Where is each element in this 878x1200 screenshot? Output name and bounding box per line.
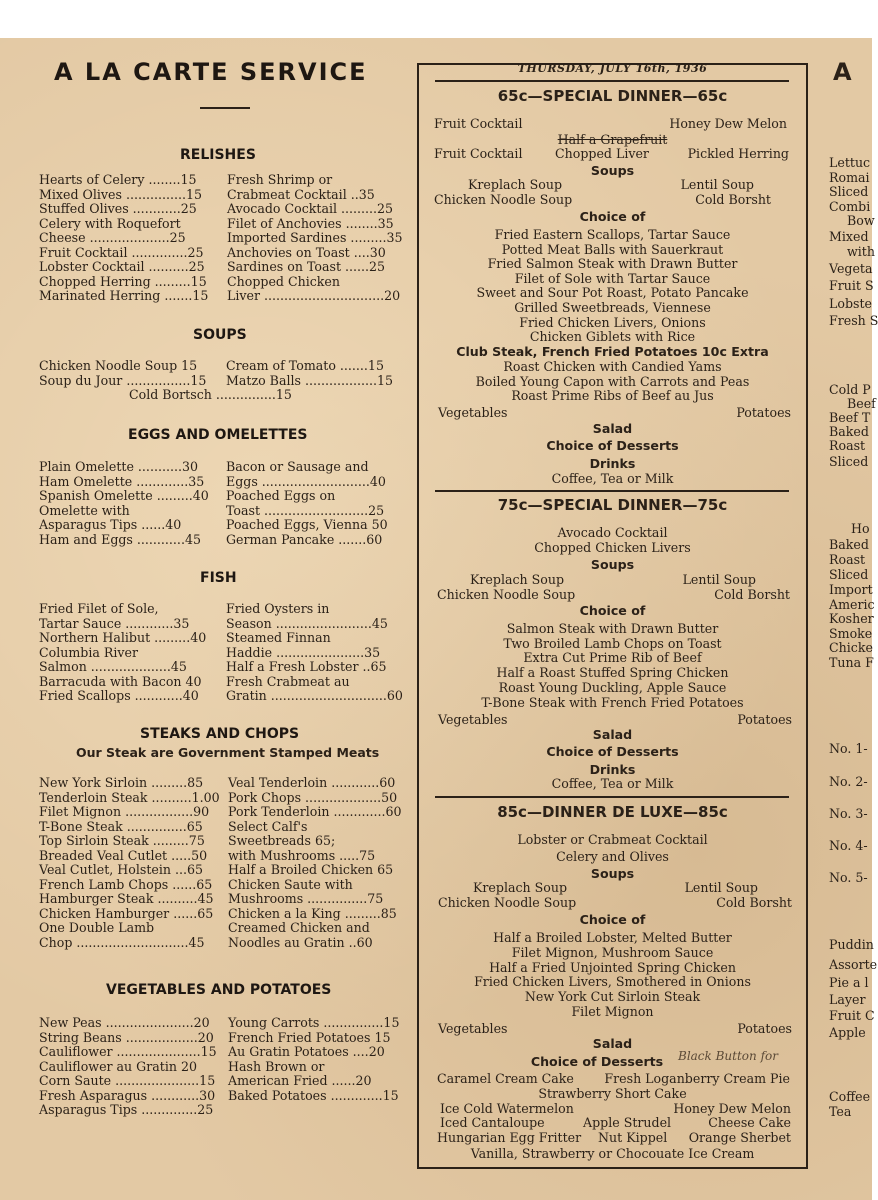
menu-item: American Fried ......20 — [228, 1073, 372, 1088]
right-fragment: Coffee — [829, 1089, 871, 1104]
entree-item: Extra Cut Prime Rib of Beef — [523, 650, 702, 666]
menu-item: Potatoes — [737, 712, 792, 727]
section-heading-soups: SOUPS — [193, 327, 247, 343]
salad-label: Salad — [592, 1036, 633, 1051]
menu-item: Sardines on Toast ......25 — [227, 259, 386, 274]
drinks-label: Drinks — [589, 456, 636, 471]
menu-item: Eggs ...........................40 — [226, 473, 386, 489]
menu-item: Salmon ....................45 — [39, 659, 187, 674]
menu-item: Select Calf's — [228, 818, 308, 834]
right-fragment: Vegeta — [829, 261, 873, 276]
right-fragment: Import — [829, 582, 873, 597]
menu-item: Chicken Hamburger ......65 — [39, 905, 214, 921]
entree-item: Two Broiled Lamb Chops on Toast — [503, 635, 722, 651]
right-fragment: Layer — [829, 992, 866, 1007]
right-fragment: Roast — [829, 438, 866, 453]
menu-item: Cream of Tomato .......15 — [226, 358, 384, 373]
menu-item: Poached Eggs on — [226, 488, 336, 503]
menu-item: Celery and Olives — [556, 849, 669, 864]
menu-item: Chicken Noodle Soup — [437, 587, 576, 602]
entree-item: Fried Salmon Steak with Drawn Butter — [487, 256, 738, 272]
menu-item: Lentil Soup — [684, 880, 758, 895]
menu-item: Half a Broiled Chicken 65 — [228, 862, 394, 877]
menu-item: Fruit Cocktail — [434, 146, 523, 161]
choice-label: Choice of — [579, 912, 646, 927]
menu-item: Avocado Cocktail .........25 — [227, 201, 394, 216]
section-heading-vegetables: VEGETABLES AND POTATOES — [106, 982, 332, 998]
menu-item: Filet of Anchovies ........35 — [227, 215, 394, 231]
entree-item: Filet of Sole with Tartar Sauce — [514, 270, 711, 286]
menu-item: Fresh Asparagus ............30 — [39, 1087, 216, 1103]
menu-item: German Pancake .......60 — [226, 531, 383, 547]
right-fragment: No. 4- — [829, 838, 868, 853]
coffee-item: Coffee, Tea or Milk — [551, 776, 674, 791]
menu-item: Matzo Balls ..................15 — [226, 372, 394, 388]
menu-item: Chopped Chicken Livers — [534, 540, 691, 555]
entree-item: Filet Mignon — [571, 1004, 654, 1019]
menu-item: Cheese ....................25 — [39, 230, 186, 245]
menu-item: Chicken Noodle Soup — [438, 895, 577, 910]
menu-item: Tenderloin Steak ..........1.00 — [39, 789, 220, 805]
entree-item: Fried Eastern Scallops, Tartar Sauce — [494, 227, 731, 242]
menu-item: Hamburger Steak ..........45 — [39, 891, 214, 906]
menu-item: Kreplach Soup — [473, 880, 568, 895]
menu-item: Kreplach Soup — [468, 177, 563, 192]
right-fragment: Combi — [829, 199, 871, 214]
menu-item: Top Sirloin Steak .........75 — [39, 833, 205, 848]
menu-item: Kreplach Soup — [470, 572, 565, 587]
right-fragment: Lobste — [829, 296, 872, 311]
menu-item: Fresh Shrimp or — [227, 172, 333, 187]
right-fragment: Sliced — [829, 567, 869, 582]
entree-item: Grilled Sweetbreads, Viennese — [514, 300, 711, 315]
menu-item: Cauliflower au Gratin 20 — [39, 1058, 197, 1074]
section-rule — [435, 796, 789, 798]
menu-item: Fruit Cocktail — [434, 116, 523, 131]
right-fragment: Ho — [851, 521, 870, 536]
section-rule — [435, 490, 789, 492]
menu-item: Cold Borsht — [714, 587, 790, 602]
menu-item: Potatoes — [736, 405, 791, 420]
menu-item: Lentil Soup — [680, 177, 754, 192]
menu-item: with Mushrooms .....75 — [228, 847, 376, 863]
entree-item: Roast Chicken with Candied Yams — [503, 359, 722, 374]
menu-item: Creamed Chicken and — [228, 920, 370, 935]
right-fragment: No. 2- — [829, 774, 868, 789]
right-fragment: Fruit C — [829, 1008, 875, 1023]
menu-item: Anchovies on Toast ....30 — [227, 244, 386, 260]
right-fragment: Tea — [829, 1104, 852, 1119]
menu-item: Honey Dew Melon — [669, 116, 787, 131]
menu-item: Tartar Sauce ............35 — [39, 615, 190, 631]
menu-item: Potatoes — [737, 1021, 792, 1036]
menu-item: Lentil Soup — [682, 572, 756, 587]
dessert-item: Orange Sherbet — [688, 1130, 791, 1145]
menu-item: String Beans ..................20 — [39, 1029, 214, 1045]
menu-item: Pickled Herring — [687, 146, 789, 161]
dessert-item: Hungarian Egg Fritter — [437, 1130, 582, 1145]
struck-item: Half a Grapefruit — [557, 132, 668, 147]
menu-item: Veal Cutlet, Holstein ...65 — [39, 862, 204, 877]
menu-item: Cauliflower .....................15 — [39, 1044, 217, 1059]
right-fragment: Lettuc — [829, 155, 871, 170]
entree-item: Boiled Young Capon with Carrots and Peas — [475, 373, 750, 389]
right-fragment: Fresh S — [829, 313, 878, 328]
club-steak-item: Club Steak, French Fried Potatoes 10c Extra — [456, 344, 769, 359]
dessert-item: Ice Cold Watermelon — [440, 1101, 574, 1116]
entree-item: Potted Meat Balls with Sauerkraut — [501, 241, 724, 257]
soups-label: Soups — [590, 866, 635, 881]
menu-item: Omelette with — [39, 502, 130, 518]
menu-item: Spanish Omelette .........40 — [39, 488, 209, 503]
entree-item: T-Bone Steak with French Fried Potatoes — [481, 694, 744, 710]
dessert-item: Nut Kippel — [598, 1130, 668, 1145]
entree-item: Roast Prime Ribs of Beef au Jus — [511, 388, 714, 404]
entree-item: Sweet and Sour Pot Roast, Potato Pancake — [476, 285, 749, 301]
section-heading-fish: FISH — [200, 570, 237, 586]
menu-item: Hash Brown or — [228, 1058, 325, 1074]
menu-item: Chicken Noodle Soup 15 — [39, 358, 198, 373]
right-fragment: Chicke — [829, 640, 873, 655]
right-fragment: Assorte — [829, 957, 878, 972]
menu-item: Asparagus Tips ......40 — [39, 517, 182, 532]
right-fragment: No. 5- — [829, 870, 868, 885]
menu-item: New Peas ......................20 — [39, 1015, 210, 1030]
menu-item: Stuffed Olives ............25 — [39, 201, 197, 216]
right-fragment: Beef — [847, 396, 876, 411]
menu-item: Half a Fresh Lobster ..65 — [226, 659, 387, 674]
steak-note: Our Steak are Government Stamped Meats — [76, 745, 380, 760]
entree-item: Half a Broiled Lobster, Melted Butter — [493, 930, 732, 945]
menu-item: French Fried Potatoes 15 — [228, 1029, 391, 1045]
menu-item: Chicken Noodle Soup — [434, 192, 573, 207]
menu-item: Filet Mignon .................90 — [39, 804, 210, 819]
menu-item: Sweetbreads 65; — [228, 833, 336, 848]
dinner-heading-85: 85c—DINNER DE LUXE—85c — [497, 803, 728, 821]
choice-label: Choice of — [579, 209, 646, 224]
menu-item: Au Gratin Potatoes ....20 — [228, 1044, 385, 1059]
menu-item: Corn Saute .....................15 — [39, 1073, 216, 1088]
menu-item: Cold Borsht — [716, 895, 792, 910]
right-fragment: Beef T — [829, 410, 871, 425]
menu-item: Gratin .............................60 — [226, 688, 403, 703]
dinner-heading-75: 75c—SPECIAL DINNER—75c — [497, 496, 728, 514]
dessert-item: Strawberry Short Cake — [538, 1086, 687, 1101]
choice-label: Choice of — [579, 603, 646, 618]
section-heading-relishes: RELISHES — [180, 147, 256, 163]
section-heading-steaks: STEAKS AND CHOPS — [140, 726, 300, 742]
right-fragment: Baked — [829, 537, 869, 552]
menu-item: Steamed Finnan — [226, 630, 331, 645]
menu-item: Chopped Liver — [555, 146, 649, 161]
right-fragment: Baked — [829, 424, 869, 439]
right-fragment: No. 1- — [829, 741, 868, 756]
right-fragment: Sliced — [829, 184, 869, 199]
menu-item: Cold Borsht — [695, 192, 771, 207]
menu-item: Fresh Crabmeat au — [226, 673, 350, 689]
menu-item: Chopped Herring .........15 — [39, 273, 207, 289]
menu-item: Pork Chops ...................50 — [228, 789, 398, 805]
menu-item: Fried Oysters in — [226, 601, 330, 616]
dessert-item: Cheese Cake — [708, 1115, 791, 1130]
menu-item: Vegetables — [438, 712, 508, 727]
menu-item: Plain Omelette ...........30 — [39, 459, 198, 474]
menu-item: Young Carrots ...............15 — [228, 1015, 400, 1030]
menu-item: Noodles au Gratin ..60 — [228, 934, 373, 950]
entree-item: Half a Roast Stuffed Spring Chicken — [496, 665, 729, 681]
menu-item: Pork Tenderloin .............60 — [228, 804, 402, 819]
menu-item: Barracuda with Bacon 40 — [39, 673, 202, 689]
right-fragment: Romai — [829, 170, 870, 185]
menu-item: New York Sirloin .........85 — [39, 775, 204, 790]
menu-item: Ham and Eggs ............45 — [39, 531, 201, 547]
right-fragment: Mixed — [829, 229, 869, 244]
salad-label: Salad — [592, 421, 633, 436]
right-fragment: Bow — [847, 213, 875, 228]
menu-item: Marinated Herring .......15 — [39, 288, 209, 303]
menu-item: Soup du Jour ................15 — [39, 372, 207, 388]
page-title: A LA CARTE SERVICE — [54, 58, 368, 86]
menu-item: Crabmeat Cocktail ..35 — [227, 186, 375, 202]
menu-item: Bacon or Sausage and — [226, 459, 369, 474]
salad-label: Salad — [592, 727, 633, 742]
drinks-label: Drinks — [589, 762, 636, 777]
menu-item: Columbia River — [39, 644, 138, 660]
menu-item: Imported Sardines .........35 — [227, 230, 403, 245]
right-fragment: Tuna F — [829, 655, 874, 670]
right-fragment: Americ — [829, 597, 875, 612]
menu-item: Mushrooms ...............75 — [228, 891, 384, 906]
entree-item: Half a Fried Unjointed Spring Chicken — [489, 959, 736, 975]
right-fragment: No. 3- — [829, 806, 868, 821]
right-fragment: Roast — [829, 552, 866, 567]
dinner-heading-65: 65c—SPECIAL DINNER—65c — [497, 87, 728, 105]
menu-item: One Double Lamb — [39, 920, 155, 935]
dessert-item: Caramel Cream Cake — [437, 1071, 574, 1086]
dessert-item: Apple Strudel — [583, 1115, 672, 1130]
menu-item: Breaded Veal Cutlet .....50 — [39, 847, 208, 863]
right-fragment: Puddin — [829, 937, 874, 952]
menu-item: Chicken a la King .........85 — [228, 905, 397, 921]
dessert-item: Iced Cantaloupe — [440, 1115, 545, 1130]
menu-item: Haddie ......................35 — [226, 644, 381, 660]
date-rule — [435, 80, 789, 82]
menu-item: Chicken Saute with — [228, 876, 353, 892]
right-fragment: Apple — [829, 1025, 866, 1040]
menu-item: Vegetables — [438, 405, 508, 420]
menu-item: Ham Omelette .............35 — [39, 473, 205, 489]
soups-label: Soups — [590, 163, 635, 178]
right-fragment: Cold P — [829, 382, 871, 397]
menu-item: Toast ..........................25 — [226, 502, 385, 518]
dessert-item: Honey Dew Melon — [673, 1101, 791, 1116]
menu-item: French Lamb Chops ......65 — [39, 876, 213, 892]
menu-date: THURSDAY, JULY 16th, 1936 — [517, 62, 708, 75]
entree-item: Filet Mignon, Mushroom Sauce — [511, 944, 714, 960]
entree-item: New York Cut Sirloin Steak — [524, 989, 701, 1005]
menu-item: Asparagus Tips ..............25 — [39, 1102, 214, 1117]
desserts-label: Choice of Desserts — [546, 744, 679, 759]
right-fragment: Pie a l — [829, 975, 869, 990]
desserts-label: Choice of Desserts — [530, 1054, 664, 1069]
section-heading-eggs: EGGS AND OMELETTES — [128, 427, 308, 443]
title-divider — [200, 107, 250, 109]
entree-item: Roast Young Duckling, Apple Sauce — [498, 679, 727, 695]
menu-item: Vegetables — [438, 1021, 508, 1036]
menu-item: Fried Scallops ............40 — [39, 688, 199, 703]
handwritten-note: Black Button for — [678, 1049, 778, 1063]
right-fragment: Fruit S — [829, 278, 874, 293]
entree-item: Fried Chicken Livers, Onions — [519, 314, 706, 330]
menu-item: Hearts of Celery ........15 — [39, 172, 197, 187]
menu-item: Fried Filet of Sole, — [39, 601, 159, 616]
menu-item: Chopped Chicken — [227, 273, 340, 289]
menu-item: Baked Potatoes .............15 — [228, 1087, 399, 1103]
menu-item: Mixed Olives ...............15 — [39, 186, 203, 202]
right-fragment: Kosher — [829, 611, 874, 626]
ice-cream-item: Vanilla, Strawberry or Chocouate Ice Cream — [470, 1146, 755, 1161]
menu-item: Cold Bortsch ...............15 — [129, 387, 292, 402]
menu-item: Lobster or Crabmeat Cocktail — [517, 832, 708, 847]
entree-item: Fried Chicken Livers, Smothered in Onions — [474, 974, 751, 990]
menu-item: Liver ..............................20 — [227, 288, 401, 303]
menu-item: Veal Tenderloin ............60 — [228, 775, 396, 790]
entree-item: Chicken Giblets with Rice — [529, 329, 696, 345]
dessert-item: Fresh Loganberry Cream Pie — [604, 1071, 790, 1086]
menu-item: Avocado Cocktail — [557, 525, 668, 540]
menu-item: Lobster Cocktail ..........25 — [39, 259, 205, 274]
menu-item: Season ........................45 — [226, 615, 388, 631]
menu-item: T-Bone Steak ...............65 — [39, 818, 203, 834]
right-page-title: A — [833, 58, 852, 86]
entree-item: Salmon Steak with Drawn Butter — [506, 621, 719, 636]
coffee-item: Coffee, Tea or Milk — [551, 471, 674, 486]
desserts-label: Choice of Desserts — [546, 438, 679, 453]
soups-label: Soups — [590, 557, 635, 572]
menu-item: Celery with Roquefort — [39, 215, 181, 231]
menu-item: Chop ............................45 — [39, 934, 205, 950]
right-fragment: Smoke — [829, 626, 873, 641]
right-fragment: Sliced — [829, 454, 869, 469]
menu-item: Fruit Cocktail ..............25 — [39, 244, 204, 260]
menu-item: Poached Eggs, Vienna 50 — [226, 517, 388, 532]
right-fragment: with — [847, 244, 875, 259]
menu-item: Northern Halibut .........40 — [39, 630, 207, 645]
